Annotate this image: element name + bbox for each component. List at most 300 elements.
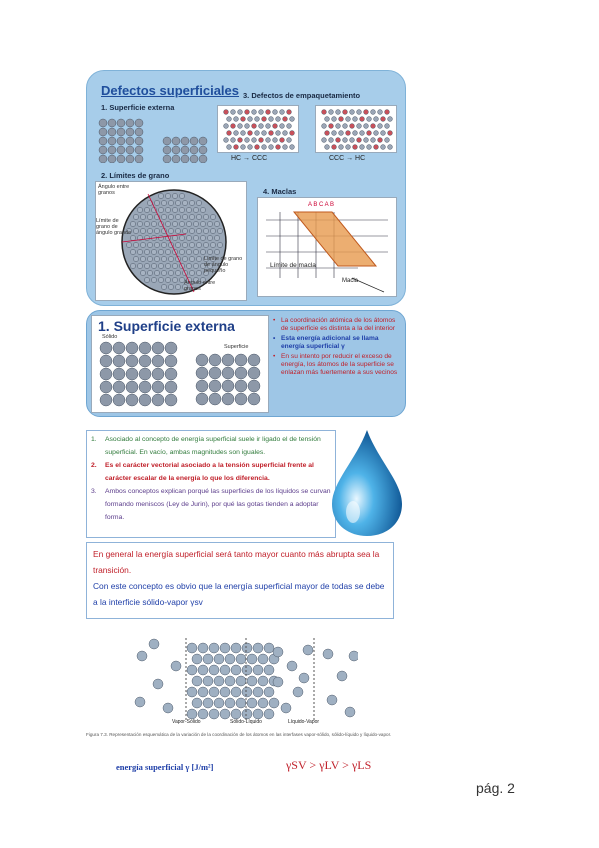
atom [222,354,234,366]
atom [276,117,281,122]
atom [140,228,145,233]
arrow-ccc-hc: CCC → HC [329,155,366,162]
atom [161,214,166,219]
atom [353,145,358,150]
atom [349,651,358,661]
atom [357,138,362,143]
twin-image [257,197,397,297]
atom [214,654,224,664]
atom [163,703,173,713]
atom [193,235,198,240]
atom [158,207,163,212]
atom [337,671,347,681]
atom [385,110,390,115]
atom [385,124,390,129]
atom [242,665,252,675]
atom [235,354,247,366]
atom [209,354,221,366]
atom [273,677,283,687]
atom [360,117,365,122]
atom [283,131,288,136]
page-number: pág. 2 [476,780,515,796]
atom [165,193,170,198]
water-drop-image [328,426,406,538]
atom [133,256,138,261]
atom [280,138,285,143]
atom [378,124,383,129]
atom [234,145,239,150]
atom [273,647,283,657]
atom [196,354,208,366]
atom [350,138,355,143]
atom [339,131,344,136]
atom [290,145,295,150]
atom [151,263,156,268]
atom [168,256,173,261]
atom [147,242,152,247]
atom [165,277,170,282]
atom [108,137,116,145]
atom [151,277,156,282]
atom [255,117,260,122]
atom [175,284,180,289]
atom [189,270,194,275]
atom [214,235,219,240]
atom [217,228,222,233]
atom [253,665,263,675]
atom [199,137,207,145]
atom [214,698,224,708]
atom [182,228,187,233]
grain-label-2: Límite de grano de ángulo grande [96,218,132,236]
atom [179,207,184,212]
atom [189,214,194,219]
atom [126,146,134,154]
atom [332,117,337,122]
arrow-hc-ccc: HC → CCC [231,155,268,162]
atom [364,138,369,143]
atom [231,110,236,115]
atom [99,146,107,154]
atom [327,695,337,705]
atom [189,242,194,247]
atom [225,676,235,686]
atom [179,235,184,240]
atom [172,193,177,198]
atom [225,698,235,708]
atom [161,200,166,205]
surface-bullets [273,317,401,379]
atom [259,110,264,115]
atom [360,145,365,150]
atom [222,380,234,392]
atom [140,270,145,275]
atom [198,687,208,697]
atom [247,698,257,708]
atom [235,393,247,405]
atom [248,393,260,405]
atom [323,649,333,659]
atom [290,131,295,136]
atom [189,200,194,205]
atom [165,221,170,226]
atom [200,221,205,226]
atom [258,654,268,664]
atom [235,380,247,392]
atom [190,146,198,154]
atom [100,368,112,380]
atom [350,110,355,115]
atom [287,138,292,143]
atom [371,110,376,115]
atom [198,709,208,719]
atom [264,687,274,697]
atom [189,228,194,233]
fig-label-1: Vapor-Sólido [172,719,201,725]
atom [238,138,243,143]
atom [367,145,372,150]
panel2-title: 1. Superficie externa [98,318,235,334]
atom [181,155,189,163]
atom [303,645,313,655]
atom [264,643,274,653]
atom [224,138,229,143]
atom [147,228,152,233]
atom [269,117,274,122]
atom [385,138,390,143]
atom [139,355,151,367]
atom [220,709,230,719]
atom [165,263,170,268]
atom [152,355,164,367]
atom [133,228,138,233]
atom [151,221,156,226]
atom [135,155,143,163]
atom [258,676,268,686]
atom [322,138,327,143]
atom [224,110,229,115]
atom [117,155,125,163]
atom [172,277,177,282]
atom [182,242,187,247]
atom [196,242,201,247]
atom [245,138,250,143]
atom [192,654,202,664]
atom [224,124,229,129]
atom [241,117,246,122]
atom [152,381,164,393]
atom [117,128,125,136]
atom [154,228,159,233]
atom [374,117,379,122]
atom [248,367,260,379]
atom [126,342,138,354]
stacking-image-2 [315,105,397,153]
atom [245,110,250,115]
atom [130,249,135,254]
section-stacking: 3. Defectos de empaquetamiento [243,91,361,100]
atom [171,661,181,671]
atom [196,367,208,379]
outer-surface-image [95,113,213,163]
atom [227,117,232,122]
atom [273,124,278,129]
atom [198,643,208,653]
atom [181,146,189,154]
grain-boundary-image [95,181,247,301]
atom [108,119,116,127]
atom [236,676,246,686]
atom [253,709,263,719]
atom [196,200,201,205]
atom [329,124,334,129]
atom [238,110,243,115]
atom [269,145,274,150]
atom [353,131,358,136]
atom [179,193,184,198]
section-outer-surface: 1. Superficie externa [101,103,175,112]
atom [193,207,198,212]
atom [189,256,194,261]
atom [234,131,239,136]
atom [220,687,230,697]
atom [187,665,197,675]
atom [299,673,309,683]
atom [345,707,355,717]
atom [248,117,253,122]
atom [209,367,221,379]
atom [290,117,295,122]
atom [388,145,393,150]
atom [100,394,112,406]
atom [187,643,197,653]
atom [196,214,201,219]
twin-label: Macla [342,278,359,284]
atom [364,124,369,129]
atom [222,393,234,405]
atom [186,235,191,240]
grain-label-3: Límite de grano de ángulo pequeño [204,256,243,274]
atom [207,235,212,240]
atom [154,256,159,261]
atom [203,676,213,686]
atom [144,221,149,226]
atom [99,128,107,136]
atom [154,270,159,275]
atom [253,687,263,697]
atom [200,207,205,212]
atom [161,284,166,289]
atom [113,381,125,393]
atom [231,138,236,143]
solid-label: Sólido [102,334,118,340]
atom [186,221,191,226]
atom [133,242,138,247]
atom [175,270,180,275]
atom [137,207,142,212]
atom [357,110,362,115]
atom [161,242,166,247]
atom [378,138,383,143]
grain-label-4: Ángulo entre granos [184,280,216,292]
atom [227,145,232,150]
bullet-2: • Esta energía adicional se llama energía superficial γ [273,335,401,351]
atom [227,131,232,136]
atom [126,128,134,136]
atom [259,138,264,143]
atom [357,124,362,129]
atom [147,270,152,275]
section-twins: 4. Maclas [263,187,297,196]
atom [126,119,134,127]
atom [163,137,171,145]
atom [209,643,219,653]
atom [168,214,173,219]
atom [248,380,260,392]
atom [179,221,184,226]
atom [165,355,177,367]
atom [280,124,285,129]
atom [186,249,191,254]
atom [144,235,149,240]
atom [200,235,205,240]
atom [364,110,369,115]
atom [175,200,180,205]
atom [332,145,337,150]
atom [151,249,156,254]
atom [158,277,163,282]
atom [198,665,208,675]
atom [210,242,215,247]
atom [139,381,151,393]
bullet-1: • La coordinación atómica de los átomos de superficie es distinta a la del interior [273,317,401,333]
atom [135,697,145,707]
atom [133,214,138,219]
atom [220,643,230,653]
atom [262,131,267,136]
atom [209,393,221,405]
atom [346,117,351,122]
atom [322,124,327,129]
atom [203,242,208,247]
atom [168,270,173,275]
atom [258,698,268,708]
atom [179,249,184,254]
atom [135,119,143,127]
atom [175,228,180,233]
atom [203,698,213,708]
atom [241,145,246,150]
atom [346,145,351,150]
atom [248,131,253,136]
atom [381,117,386,122]
atom [113,342,125,354]
atom [172,207,177,212]
atom [235,367,247,379]
atom [193,221,198,226]
atom [214,676,224,686]
atom [378,110,383,115]
atom [117,146,125,154]
atom [144,263,149,268]
atom [388,131,393,136]
atom [163,155,171,163]
transition-line-1: En general la energía superficial será tanto mayor cuanto más abrupta sea la transición. [93,549,380,575]
atom [264,665,274,675]
atom [231,124,236,129]
outer-surface-large-image [91,315,269,413]
atom [165,381,177,393]
atom [252,124,257,129]
concept-3: 3. Ambos conceptos explican porqué las superficies de los líquidos se curvan formando meniscos (Ley de Jurin), por qué las gotas tienden a adoptar forma. [91,488,331,521]
atom [100,355,112,367]
atom [126,155,134,163]
atom [100,381,112,393]
atom [168,284,173,289]
atom [214,249,219,254]
atom [273,138,278,143]
atom [287,124,292,129]
atom [144,277,149,282]
section-grain: 2. Límites de grano [101,171,170,180]
atom [374,131,379,136]
atom [336,124,341,129]
atom [266,110,271,115]
atom [281,703,291,713]
concept-2: 2. Es el carácter vectorial asociado a la tensión superficial frente al carácter escalar de la energía lo que los diferencia. [91,462,314,482]
atom [172,137,180,145]
atom [381,145,386,150]
atom [210,214,215,219]
atom [343,110,348,115]
atom [99,119,107,127]
atom [139,368,151,380]
atom [276,145,281,150]
atom [381,131,386,136]
atom [293,687,303,697]
atom [117,119,125,127]
atom [264,709,274,719]
atom [367,131,372,136]
atom [231,709,241,719]
atom [332,131,337,136]
atom [172,235,177,240]
atom [137,221,142,226]
atom [193,263,198,268]
atom [371,138,376,143]
fig-label-3: Líquido-Vapor [288,719,320,725]
atom [262,145,267,150]
atom [137,651,147,661]
atom [154,200,159,205]
atom [207,249,212,254]
atom [126,355,138,367]
atom [186,263,191,268]
atom [108,128,116,136]
panel-title: Defectos superficiales [101,83,240,98]
atom [207,221,212,226]
atom [140,214,145,219]
atom [193,249,198,254]
atom [172,263,177,268]
atom [353,117,358,122]
atom [210,228,215,233]
atom [152,342,164,354]
atom [117,137,125,145]
transition-box [86,542,394,619]
fig-label-2: Sólido-Líquido [230,719,262,725]
atom [113,355,125,367]
